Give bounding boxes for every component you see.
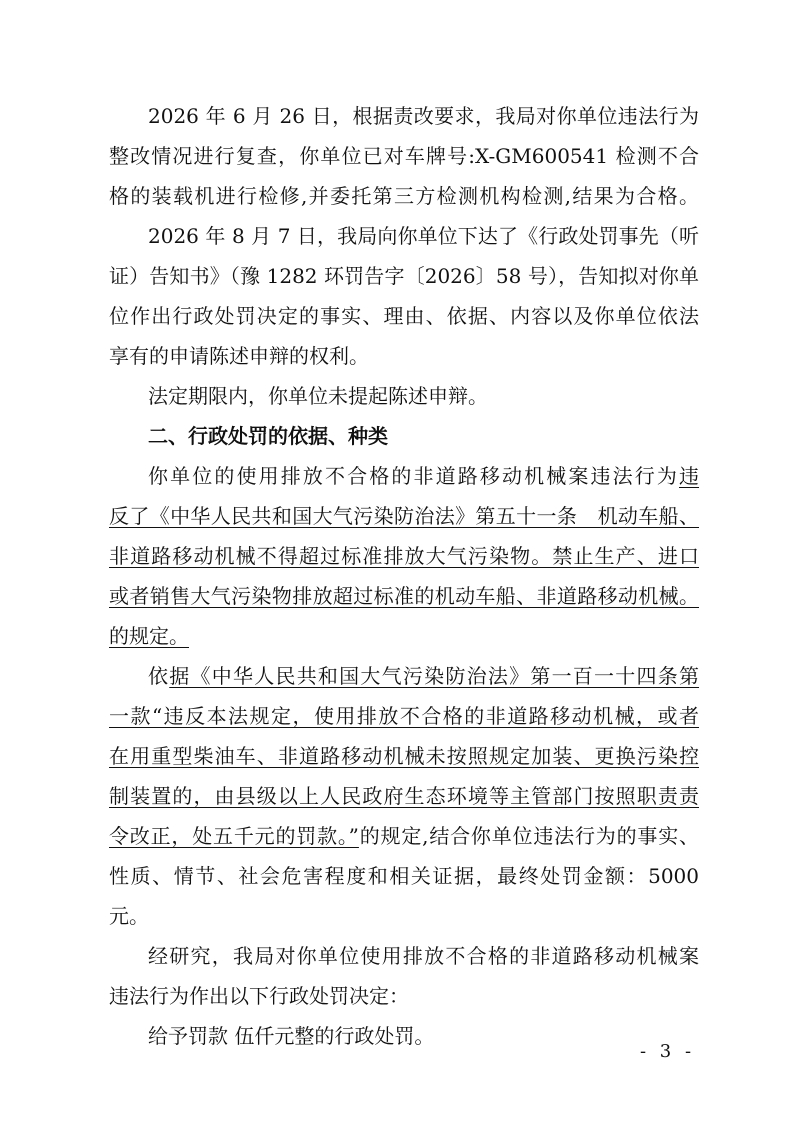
paragraph-line: 整改情况进行复查，你单位已对车牌号:X-GM600541 检测不合 bbox=[109, 144, 699, 168]
page-number: - 3 - bbox=[640, 1041, 696, 1062]
paragraph-line: 违法行为作出以下行政处罚决定： bbox=[109, 984, 409, 1008]
paragraph-line: 法定期限内，你单位未提起陈述申辩。 bbox=[148, 384, 488, 408]
underlined-text: 据《中华人民共和国大气污染防治法》第一百一十四条第 bbox=[169, 664, 700, 688]
paragraph-line: 给予罚款 伍仟元整的行政处罚。 bbox=[148, 1024, 435, 1048]
underlined-line: 非道路移动机械不得超过标准排放大气污染物。禁止生产、进口 bbox=[109, 544, 699, 568]
paragraph-line: 性质、情节、社会危害程度和相关证据，最终处罚金额：5000 bbox=[109, 864, 699, 888]
paragraph-line: 2026 年 6 月 26 日，根据责改要求，我局对你单位违法行为 bbox=[148, 104, 699, 128]
paragraph-line: 经研究，我局对你单位使用排放不合格的非道路移动机械案 bbox=[148, 944, 699, 968]
underlined-line: 制装置的，由县级以上人民政府生态环境等主管部门按照职责责 bbox=[109, 784, 699, 808]
paragraph-line bbox=[109, 816, 699, 856]
paragraph-line bbox=[148, 656, 699, 696]
paragraph-line: 2026 年 8 月 7 日，我局向你单位下达了《行政处罚事先（听 bbox=[148, 224, 699, 248]
paragraph-line: 元。 bbox=[109, 904, 149, 928]
underlined-line: 的规定。 bbox=[109, 624, 189, 648]
underlined-line: 一款“违反本法规定，使用排放不合格的非道路移动机械，或者 bbox=[109, 704, 699, 728]
line-text: 的规定,结合你单位违法行为的事实、 bbox=[358, 824, 700, 848]
paragraph-line bbox=[148, 456, 699, 496]
paragraph-line: 位作出行政处罚决定的事实、理由、依据、内容以及你单位依法 bbox=[109, 304, 699, 328]
underlined-line: 在用重型柴油车、非道路移动机械未按照规定加装、更换污染控 bbox=[109, 744, 699, 768]
underlined-text: 违 bbox=[679, 464, 699, 488]
paragraph-line: 享有的申请陈述申辩的权利。 bbox=[109, 344, 369, 368]
paragraph-line: 证）告知书》（豫 1282 环罚告字〔2026〕58 号），告知拟对你单 bbox=[109, 264, 699, 288]
underlined-text: 令改正，处五千元的罚款。” bbox=[109, 824, 359, 848]
underlined-line: 或者销售大气污染物排放超过标准的机动车船、非道路移动机械。 bbox=[109, 584, 699, 608]
line-text: 你单位的使用排放不合格的非道路移动机械案违法行为 bbox=[148, 464, 679, 488]
paragraph-line: 格的装载机进行检修,并委托第三方检测机构检测,结果为合格。 bbox=[109, 184, 699, 208]
underlined-line: 反了《中华人民共和国大气污染防治法》第五十一条 机动车船、 bbox=[109, 504, 699, 528]
line-text: 依 bbox=[148, 664, 170, 688]
section-heading: 二、行政处罚的依据、种类 bbox=[148, 424, 388, 448]
